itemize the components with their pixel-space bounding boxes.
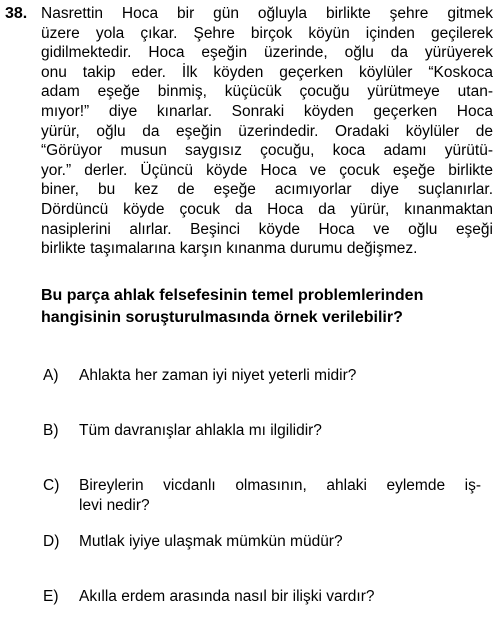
passage-line: mıyor!” diye kınarlar. Sonraki köyden geçerken Hoca bbox=[41, 102, 493, 120]
option-letter: B) bbox=[43, 422, 59, 439]
option-text bbox=[79, 476, 481, 516]
passage-line: onu takip eder. İlk köyden geçerken köylüler “Koskoca bbox=[41, 63, 493, 81]
option-line: Mutlak iyiye ulaşmak mümkün müdür? bbox=[79, 533, 343, 550]
stem-line: hangisinin soruşturulmasında örnek verilebilir? bbox=[41, 309, 403, 326]
passage-line: Dördüncü köyde çocuk da Hoca da yürür, kınanmaktan bbox=[41, 200, 493, 218]
option-line: Ahlakta her zaman iyi niyet yeterli midir? bbox=[79, 367, 357, 384]
option-line: levi nedir? bbox=[79, 497, 150, 514]
passage-line: biner, bu kez de eşeğe acımıyorlar diye suçlanırlar. bbox=[41, 181, 493, 199]
passage-line: adam eşeğe binmiş, küçücük çocuğu yürütmeye utan- bbox=[41, 83, 493, 101]
passage-line: üzere yola çıkar. Şehre birçok köyün içinden geçilerek bbox=[41, 24, 493, 42]
option-text bbox=[79, 587, 481, 607]
option-letter: C) bbox=[43, 477, 60, 494]
option-text bbox=[79, 421, 481, 441]
option-letter: D) bbox=[43, 533, 60, 550]
option-text bbox=[79, 366, 481, 386]
question-passage bbox=[41, 4, 493, 259]
passage-line: “Görüyor musun saygısız çocuğu, koca adamı yürütü- bbox=[41, 142, 493, 160]
option-letter: E) bbox=[43, 588, 59, 605]
option-line: Akılla erdem arasında nasıl bir ilişki vardır? bbox=[79, 588, 375, 605]
passage-line: gidilmektedir. Hoca eşeğin üzerinde, oğlu da yürüyerek bbox=[41, 44, 493, 62]
option-line: Bireylerin vicdanlı olmasının, ahlaki eylemde iş- bbox=[79, 477, 481, 494]
option-letter: A) bbox=[43, 367, 59, 384]
passage-line: nasiplerini alırlar. Beşinci köyde Hoca ve oğlu eşeği bbox=[41, 220, 493, 238]
passage-line: yor.” derler. Üçüncü köyde Hoca ve çocuk eşeğe birlikte bbox=[41, 161, 493, 179]
passage-line: Nasrettin Hoca bir gün oğluyla birlikte şehre gitmek bbox=[41, 5, 493, 22]
passage-line: birlikte taşımalarına karşın kınanma durumu değişmez. bbox=[41, 240, 418, 258]
question-stem bbox=[41, 285, 493, 329]
stem-line: Bu parça ahlak felsefesinin temel problemlerinden bbox=[41, 287, 424, 304]
passage-line: yürür, oğlu da eşeğin üzerindedir. Oradaki köylüler de bbox=[41, 122, 493, 140]
question-number: 38. bbox=[5, 5, 28, 22]
option-line: Tüm davranışlar ahlakla mı ilgilidir? bbox=[79, 422, 322, 439]
option-text bbox=[79, 532, 481, 552]
